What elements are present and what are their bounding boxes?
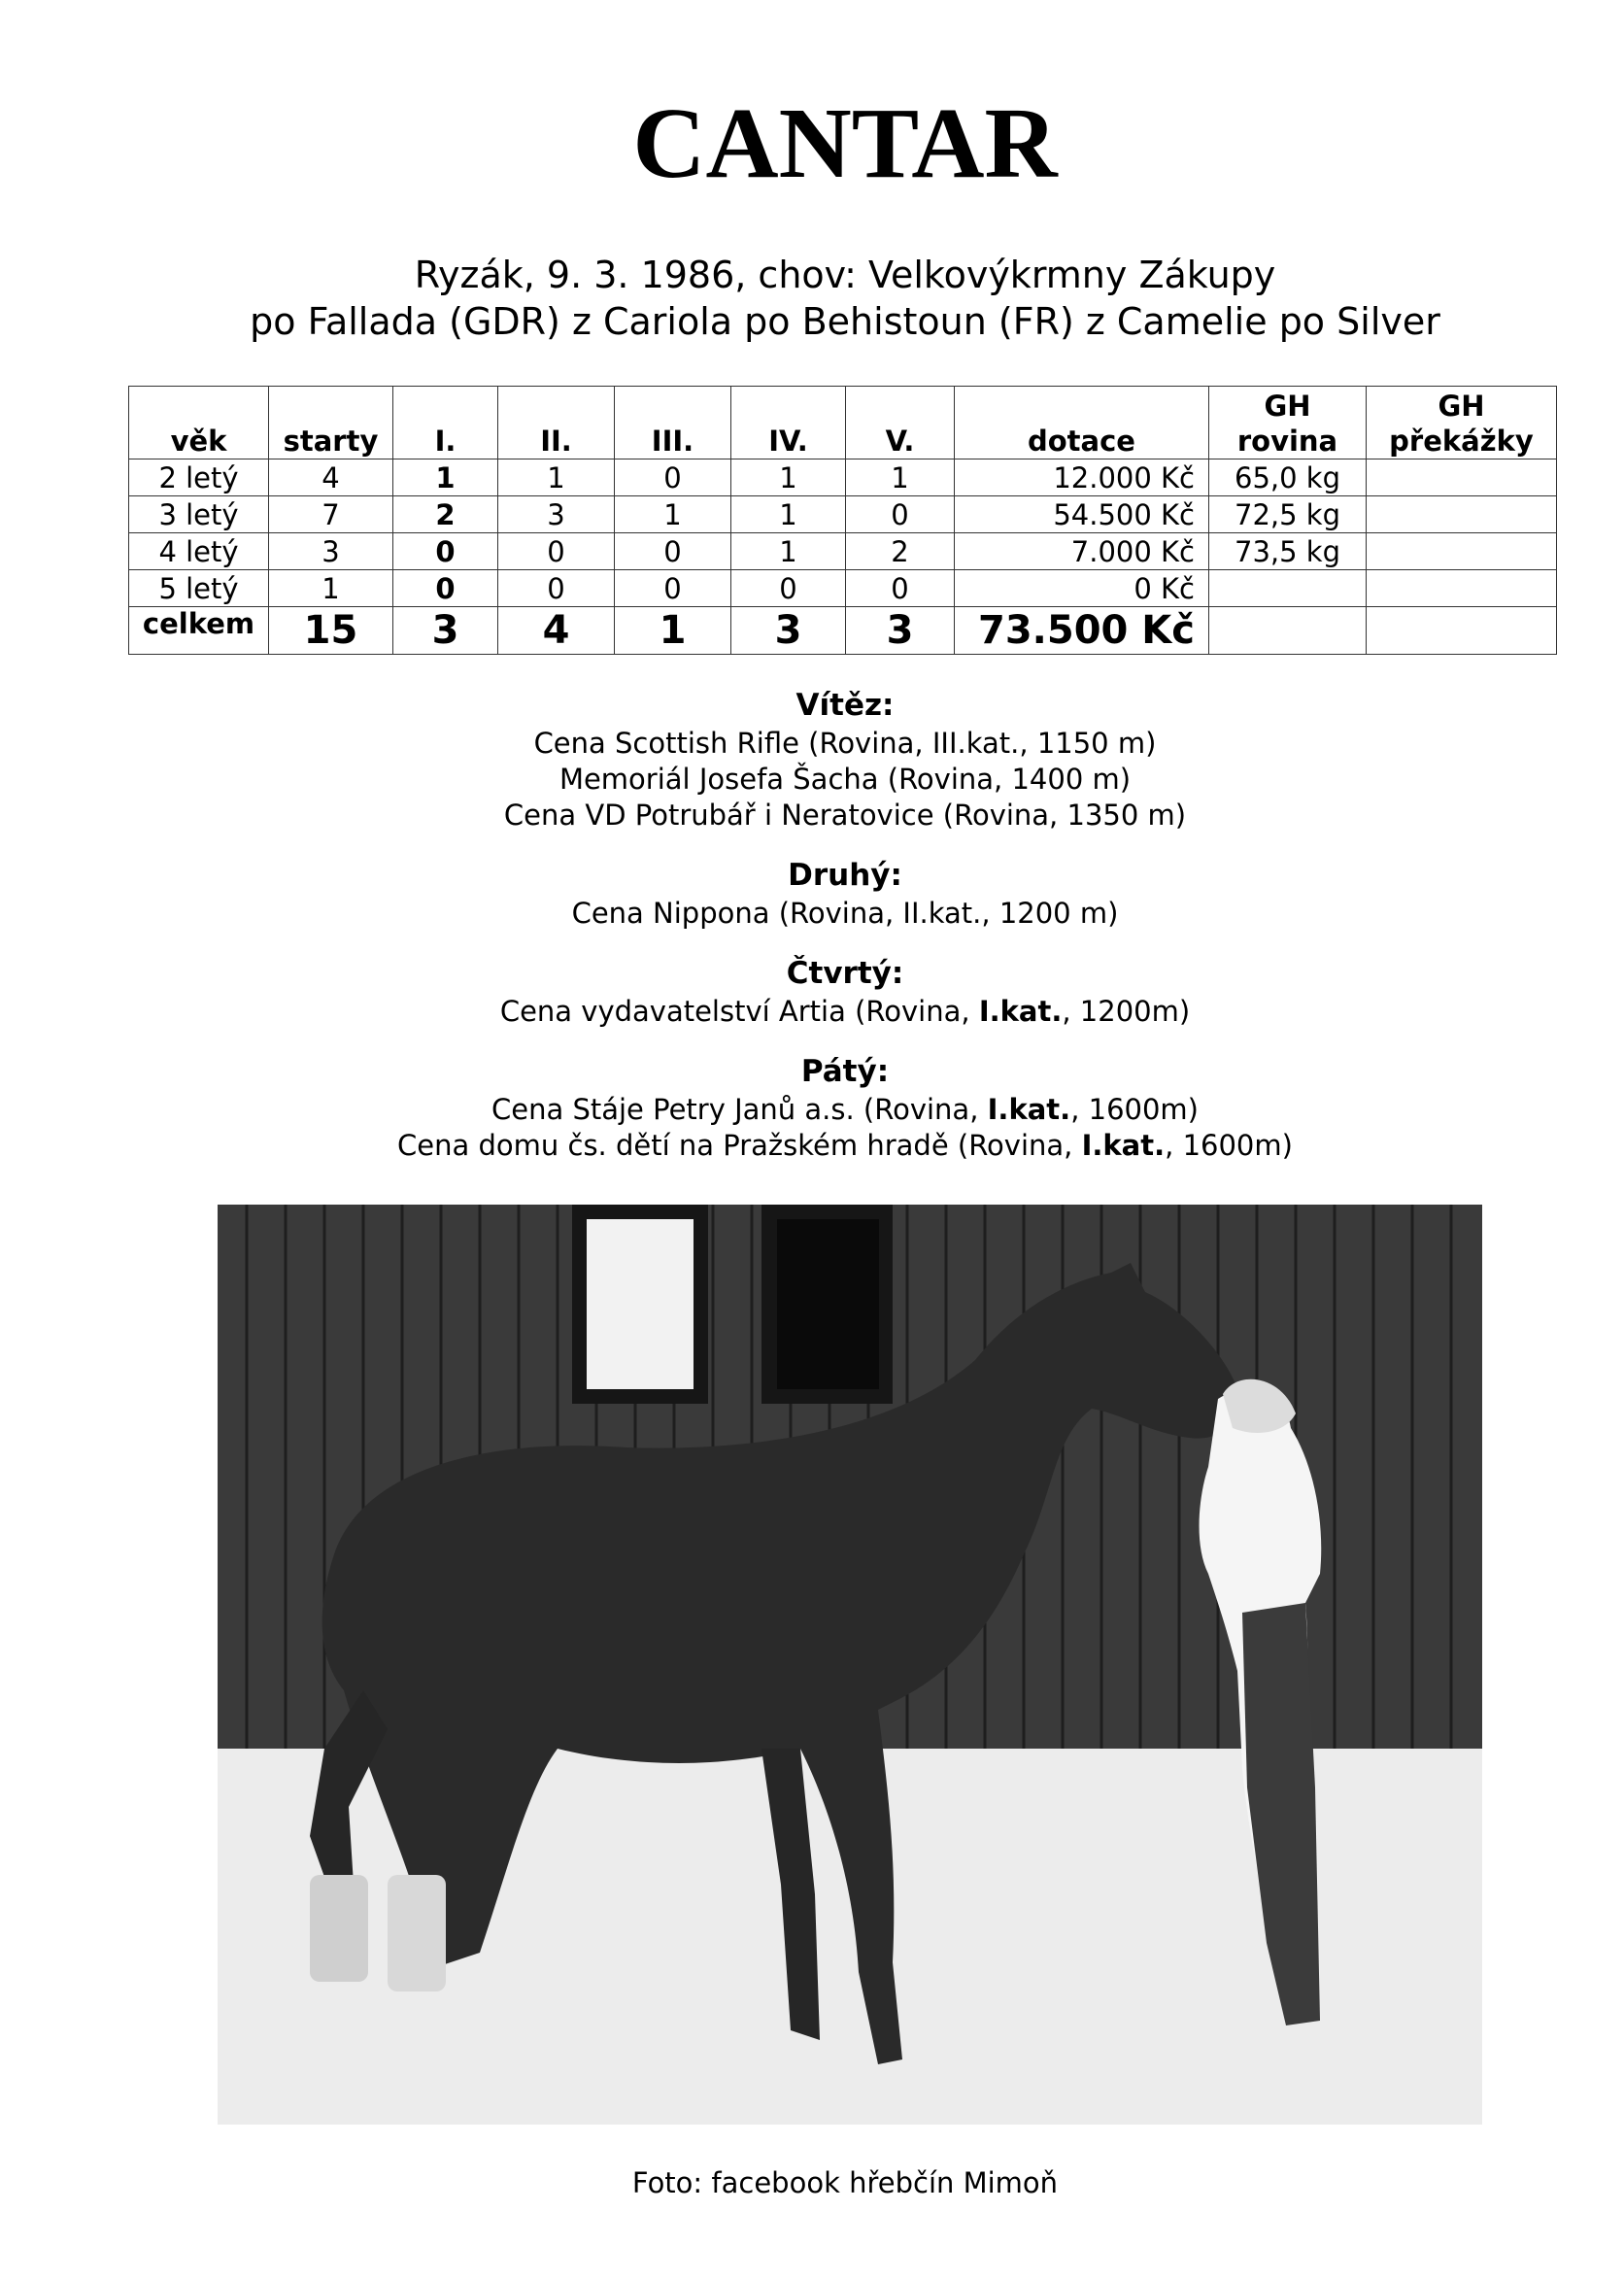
winner-heading: Vítěz: xyxy=(795,688,895,723)
cell-second: 1 xyxy=(498,459,615,496)
total-first: 3 xyxy=(393,607,498,655)
header-first: I. xyxy=(393,387,498,459)
race-entry: Cena domu čs. dětí na Pražském hradě (Rovina, I.kat., 1600m) xyxy=(397,1129,1293,1162)
horse-name-title: CANTAR xyxy=(632,87,1058,199)
horse-photo xyxy=(218,1205,1482,2125)
cell-age: 2 letý xyxy=(129,459,269,496)
race-results-section xyxy=(0,685,1624,1185)
cell-fifth: 1 xyxy=(846,459,955,496)
header-third: III. xyxy=(615,387,731,459)
table-row xyxy=(129,533,1557,570)
cell-first: 0 xyxy=(393,570,498,607)
header-fifth: V. xyxy=(846,387,955,459)
table-total-row xyxy=(129,607,1557,655)
fifth-place-group xyxy=(0,1051,1624,1164)
header-gh-jump: GH překážky xyxy=(1367,387,1557,459)
cell-third: 0 xyxy=(615,459,731,496)
cell-starts: 4 xyxy=(269,459,393,496)
header-starts: starty xyxy=(269,387,393,459)
race-entry: Cena Scottish Rifle (Rovina, III.kat., 1150 m) xyxy=(533,727,1157,760)
cell-fourth: 1 xyxy=(731,533,846,570)
total-gh-flat xyxy=(1209,607,1367,655)
header-gh-flat: GH rovina xyxy=(1209,387,1367,459)
total-gh-jump xyxy=(1367,607,1557,655)
cell-fifth: 0 xyxy=(846,496,955,533)
cell-prize: 7.000 Kč xyxy=(955,533,1209,570)
table-header-row xyxy=(129,387,1557,459)
second-place-group xyxy=(0,855,1624,932)
race-entry: Cena vydavatelství Artia (Rovina, I.kat., 1200m) xyxy=(499,995,1191,1028)
photo-caption: Foto: facebook hřebčín Mimoň xyxy=(631,2166,1059,2199)
cell-starts: 1 xyxy=(269,570,393,607)
second-place-heading: Druhý: xyxy=(788,858,902,893)
horse-info-line: Ryzák, 9. 3. 1986, chov: Velkovýkrmny Zákupy xyxy=(414,254,1276,296)
cell-third: 0 xyxy=(615,533,731,570)
cell-prize: 0 Kč xyxy=(955,570,1209,607)
race-entry: Cena VD Potrubář i Neratovice (Rovina, 1350 m) xyxy=(503,799,1187,832)
cell-fifth: 0 xyxy=(846,570,955,607)
fourth-place-heading: Čtvrtý: xyxy=(786,956,904,991)
table-row xyxy=(129,459,1557,496)
cell-second: 0 xyxy=(498,570,615,607)
cell-gh-jump xyxy=(1367,459,1557,496)
pedigree-line: po Fallada (GDR) z Cariola po Behistoun (FR) z Camelie po Silver xyxy=(250,300,1440,343)
race-entry: Cena Stáje Petry Janů a.s. (Rovina, I.kat., 1600m) xyxy=(491,1093,1199,1126)
fourth-place-group xyxy=(0,953,1624,1030)
total-second: 4 xyxy=(498,607,615,655)
header-fourth: IV. xyxy=(731,387,846,459)
cell-prize: 12.000 Kč xyxy=(955,459,1209,496)
total-third: 1 xyxy=(615,607,731,655)
cell-gh-flat: 72,5 kg xyxy=(1209,496,1367,533)
table-row xyxy=(129,496,1557,533)
header-second: II. xyxy=(498,387,615,459)
cell-first: 1 xyxy=(393,459,498,496)
cell-gh-flat xyxy=(1209,570,1367,607)
total-starts: 15 xyxy=(269,607,393,655)
cell-third: 0 xyxy=(615,570,731,607)
cell-first: 0 xyxy=(393,533,498,570)
cell-age: 3 letý xyxy=(129,496,269,533)
header-age: věk xyxy=(129,387,269,459)
cell-age: 5 letý xyxy=(129,570,269,607)
cell-age: 4 letý xyxy=(129,533,269,570)
race-statistics-table xyxy=(128,386,1557,655)
cell-gh-jump xyxy=(1367,533,1557,570)
cell-starts: 7 xyxy=(269,496,393,533)
cell-gh-flat: 73,5 kg xyxy=(1209,533,1367,570)
total-fifth: 3 xyxy=(846,607,955,655)
table-row xyxy=(129,570,1557,607)
race-entry: Cena Nippona (Rovina, II.kat., 1200 m) xyxy=(571,897,1119,930)
cell-prize: 54.500 Kč xyxy=(955,496,1209,533)
horse-photo-illustration xyxy=(218,1205,1482,2125)
cell-fourth: 1 xyxy=(731,496,846,533)
cell-fifth: 2 xyxy=(846,533,955,570)
header-prize: dotace xyxy=(955,387,1209,459)
total-fourth: 3 xyxy=(731,607,846,655)
cell-fourth: 1 xyxy=(731,459,846,496)
cell-second: 0 xyxy=(498,533,615,570)
total-label: celkem xyxy=(129,607,269,655)
race-entry: Memoriál Josefa Šacha (Rovina, 1400 m) xyxy=(558,763,1132,796)
cell-gh-jump xyxy=(1367,496,1557,533)
fifth-place-heading: Pátý: xyxy=(800,1054,890,1089)
cell-gh-flat: 65,0 kg xyxy=(1209,459,1367,496)
cell-second: 3 xyxy=(498,496,615,533)
cell-starts: 3 xyxy=(269,533,393,570)
total-prize: 73.500 Kč xyxy=(955,607,1209,655)
cell-third: 1 xyxy=(615,496,731,533)
cell-first: 2 xyxy=(393,496,498,533)
cell-gh-jump xyxy=(1367,570,1557,607)
winner-group xyxy=(0,685,1624,834)
cell-fourth: 0 xyxy=(731,570,846,607)
